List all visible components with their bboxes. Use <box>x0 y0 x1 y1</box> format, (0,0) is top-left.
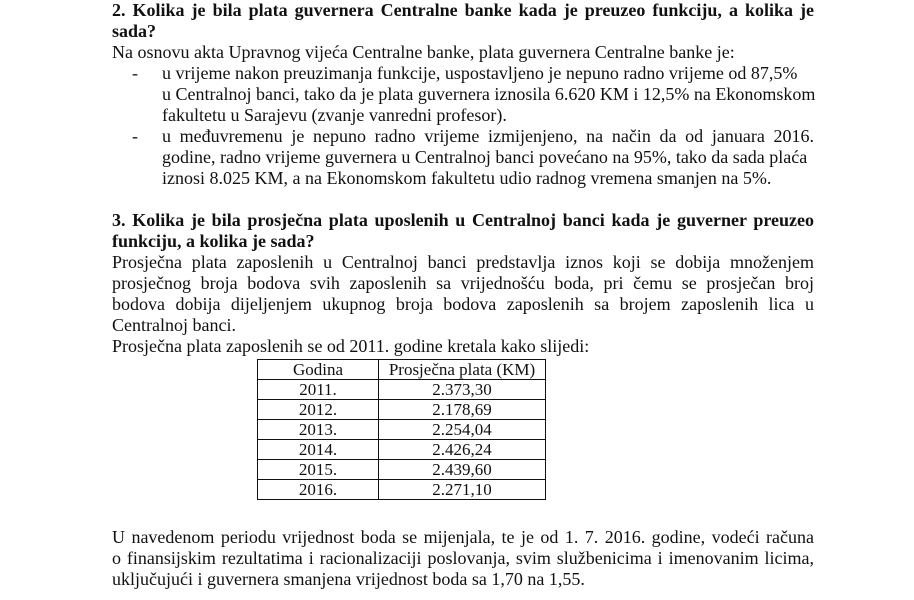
bullet-item-2 <box>112 126 814 189</box>
question-3-para-line-2: prosječnog broja bodova svih zaposlenih sa vrijednošću boda, pri čemu se prosječan broj <box>112 273 814 293</box>
table-header-salary: Prosječna plata (KM) <box>379 360 546 380</box>
bullet-1-line-2: u Centralnoj banci, tako da je plata guvernera iznosila 6.620 KM i 12,5% na Ekonomskom <box>162 84 816 104</box>
closing-line-1: U navedenom periodu vrijednost boda se mijenjala, te je od 1. 7. 2016. godine, vodeći računa <box>112 527 814 547</box>
paragraph-gap <box>112 500 814 520</box>
table-row <box>258 460 546 480</box>
table-cell-year: 2011. <box>258 380 379 400</box>
bullet-1-line-1: u vrijeme nakon preuzimanja funkcije, uspostavljeno je nepuno radno vrijeme od 87,5% <box>162 63 798 83</box>
question-3-title-line-2: funkciju, a kolika je sada? <box>112 231 315 251</box>
bullet-dash: - <box>132 126 138 146</box>
bullet-dash: - <box>132 63 138 83</box>
table-intro: Prosječna plata zaposlenih se od 2011. godine kretala kako slijedi: <box>112 336 590 356</box>
paragraph-gap <box>112 189 814 210</box>
document-page <box>112 0 814 590</box>
question-2-title-line-1: 2. Kolika je bila plata guvernera Centralne banke kada je preuzeo funkciju, a kolika je <box>112 0 814 20</box>
table-cell-year: 2012. <box>258 400 379 420</box>
table-cell-year: 2014. <box>258 440 379 460</box>
question-2-intro: Na osnovu akta Upravnog vijeća Centralne banke, plata guvernera Centralne banke je: <box>112 42 735 62</box>
table-cell-year: 2015. <box>258 460 379 480</box>
salary-table <box>257 359 546 500</box>
bullet-1-line-3: fakultetu u Sarajevu (zvanje vanredni profesor). <box>162 105 507 125</box>
question-3-para-line-3: bodova dobija dijeljenjem ukupnog broja bodova zaposlenih sa brojem zaposlenih lica u <box>112 294 814 314</box>
table-row <box>258 480 546 500</box>
closing-line-2: o finansijskim rezultatima i racionalizaciji poslovanja, svim službenicima i imenovanim licima, <box>112 548 814 568</box>
bullet-2-line-2: godine, radno vrijeme guvernera u Centralnoj banci povećano na 95%, tako da sada plaća <box>162 147 808 167</box>
table-cell-salary: 2.254,04 <box>379 420 546 440</box>
question-3-title-line-1: 3. Kolika je bila prosječna plata uposlenih u Centralnoj banci kada je guverner preuzeo <box>112 210 814 230</box>
table-header-year: Godina <box>258 360 379 380</box>
table-header-row <box>258 360 546 380</box>
question-3-para-line-4: Centralnoj banci. <box>112 315 236 335</box>
question-3-para-line-1: Prosječna plata zaposlenih u Centralnoj banci predstavlja iznos koji se dobija množenjem <box>112 252 814 272</box>
table-row <box>258 380 546 400</box>
bullet-2-line-3: iznosi 8.025 KM, a na Ekonomskom fakultetu udio radnog vremena smanjen na 5%. <box>162 168 772 188</box>
bullet-2-line-1: u međuvremenu je nepuno radno vrijeme izmijenjeno, na način da od januara 2016. <box>162 126 814 146</box>
closing-line-3: uključujući i guvernera smanjena vrijednost boda sa 1,70 na 1,55. <box>112 569 585 589</box>
table-cell-year: 2016. <box>258 480 379 500</box>
bullet-item-1 <box>112 63 814 126</box>
table-row <box>258 440 546 460</box>
table-row <box>258 400 546 420</box>
table-cell-salary: 2.439,60 <box>379 460 546 480</box>
table-row <box>258 420 546 440</box>
table-cell-salary: 2.271,10 <box>379 480 546 500</box>
question-2-title-line-2: sada? <box>112 21 157 41</box>
table-cell-year: 2013. <box>258 420 379 440</box>
table-cell-salary: 2.178,69 <box>379 400 546 420</box>
table-cell-salary: 2.373,30 <box>379 380 546 400</box>
table-cell-salary: 2.426,24 <box>379 440 546 460</box>
